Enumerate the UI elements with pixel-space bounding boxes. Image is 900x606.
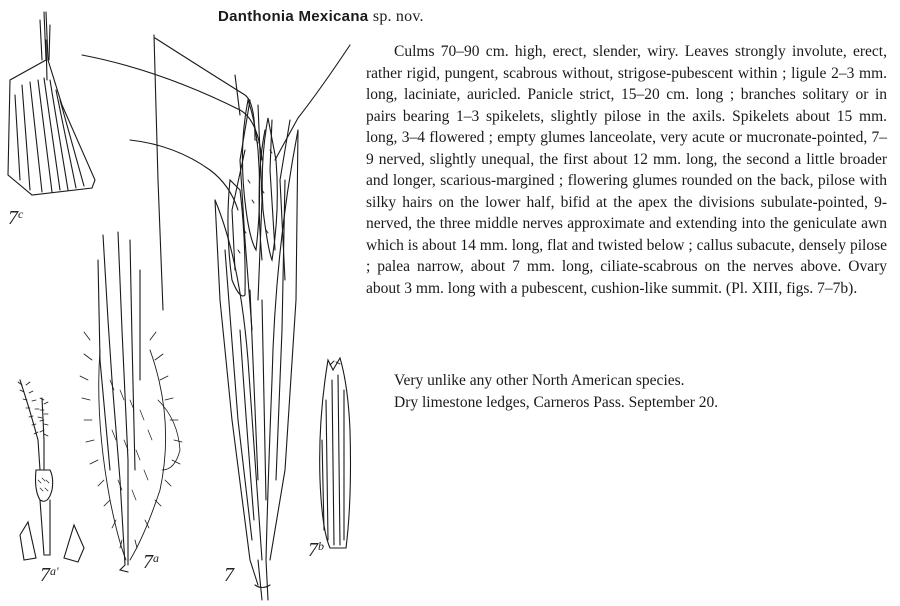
species-name: Danthonia Mexicana (218, 8, 369, 25)
species-heading (218, 6, 424, 26)
figure-7a-prime-drawing (18, 380, 84, 562)
plant-illustration (0, 0, 370, 606)
figure-label-7a-prime (40, 565, 59, 585)
species-novelty-suffix: sp. nov. (372, 8, 424, 25)
plate-reference: (Pl. XIII, figs. 7–7b). (725, 279, 858, 297)
figure-7c-suffix: c (18, 207, 24, 221)
illustration-panel (0, 0, 370, 606)
habitat-note: Dry limestone ledges, Carneros Pass. September 20. (394, 394, 719, 411)
figure-7a-prime-suffix: a' (50, 564, 59, 578)
figure-7-number: 7 (224, 564, 234, 586)
figure-7b-suffix: b (318, 539, 324, 553)
figure-7b-number: 7 (308, 539, 318, 561)
figure-label-7b (308, 540, 324, 560)
figure-7a-drawing (80, 232, 182, 572)
figure-7c-drawing (8, 12, 95, 195)
species-description (366, 41, 887, 299)
comparison-note: Very unlike any other North American species. (394, 372, 685, 389)
figure-7a-prime-number: 7 (40, 564, 50, 586)
figure-7a-number: 7 (143, 551, 153, 573)
figure-7b-drawing (320, 358, 351, 548)
description-body: Culms 70–90 cm. high, erect, slender, wiry. Leaves strongly involute, erect, rather rigid, pungent, scabrous without, strigose-pubescent within ; ligule 2–3 mm. long, laciniate, auricled. Panicle strict, 15–20 cm. long ; branches solitary or in pairs bearing 1–3 spikelets, slightly pilose in the axils. Spikelets about 15 mm. long, 3–4 flowered ; empty glumes lanceolate, very acute or mucronate-pointed, 7–9 nerved, slightly unequal, the first about 12 mm. long, the second a little broader and longer, scarious-margined ; flowering glumes rounded on the back, pilose with silky hairs on the lower half, bifid at the apex the divisions subulate-pointed, 9-nerved, the three middle nerves approximate and extending into the geniculate awn which is about 14 mm. long, flat and twisted below ; callus subacute, densely pilose ; palea narrow, about 7 mm. long, ciliate-scabrous on the nerves above. Ovary about 3 mm. long with a pubescent, cushion-like summit. (366, 43, 887, 297)
figure-7c-number: 7 (8, 207, 18, 229)
figure-label-7a (143, 552, 159, 572)
figure-7a-suffix: a (153, 551, 159, 565)
figure-label-7c (8, 208, 23, 228)
figure-label-7 (224, 565, 234, 585)
